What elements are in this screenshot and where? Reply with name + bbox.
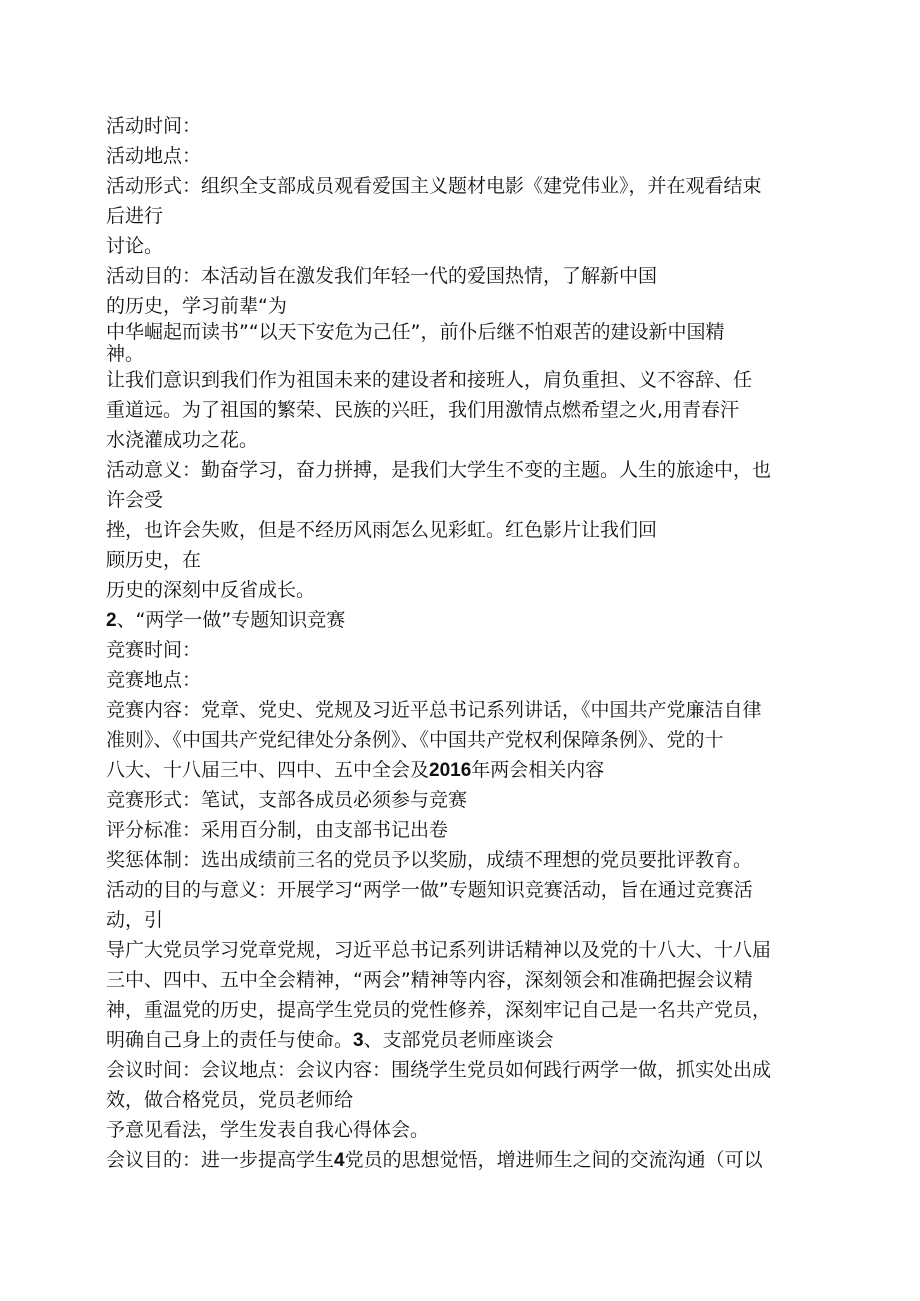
text-line: 活动的目的与意义：开展学习“两学一做”专题知识竞赛活动，旨在通过竞赛活 — [106, 879, 753, 901]
text-line: 的历史，学习前辈“为 — [106, 295, 287, 317]
text-line: 活动时间： — [106, 115, 202, 137]
text-line: 讨论。 — [106, 235, 164, 257]
text-line: 神，重温党的历史，提高学生党员的党性修养，深刻牢记自己是一名共产党员， — [106, 999, 772, 1021]
section-title: 、支部党员老师座谈会 — [363, 1029, 554, 1051]
inline-number: 4 — [334, 1150, 345, 1171]
text-line: 准则》、《中国共产党纪律处分条例》、《中国共产党权利保障条例》、党的十 — [106, 729, 724, 751]
text-line: 予意见看法，学生发表自我心得体会。 — [106, 1119, 430, 1141]
text-line: 效，做合格党员，党员老师给 — [106, 1089, 354, 1111]
text-line: 竞赛内容：党章、党史、党规及习近平总书记系列讲话，《中国共产党廉洁自律 — [106, 699, 762, 721]
text-line: 水浇灌成功之花。 — [106, 429, 259, 451]
text-line: 历史的深刻中反省成长。 — [106, 579, 316, 601]
text-segment: 年两会相关内容 — [471, 759, 605, 781]
section-number: 2 — [106, 610, 117, 631]
text-line-mixed — [106, 755, 822, 785]
text-line: 三中、四中、五中全会精神，“两会”精神等内容，深刻领会和准确把握会议精 — [106, 969, 753, 991]
text-segment: 会议目的：进一步提高学生 — [106, 1149, 335, 1171]
text-line: 后进行 — [106, 205, 164, 227]
text-line: 奖惩体制：选出成绩前三名的党员予以奖励，成绩不理想的党员要批评教育。 — [106, 849, 753, 871]
text-line: 竞赛形式：笔试，支部各成员必须参与竞赛 — [106, 789, 468, 811]
text-line: 中华崛起而读书”“以天下安危为己任”，前仆后继不怕艰苦的建设新中国精 — [106, 321, 725, 343]
text-line: 评分标准：采用百分制，由支部书记出卷 — [106, 819, 449, 841]
text-line: 许会受 — [106, 489, 164, 511]
text-line: 活动意义：勤奋学习，奋力拼搏，是我们大学生不变的主题。人生的旅途中，也 — [106, 459, 772, 481]
text-line: 竞赛时间： — [106, 639, 202, 661]
text-line: 活动形式：组织全支部成员观看爱国主义题材电影《建党伟业》，并在观看结束 — [106, 175, 762, 197]
section-title: 、“两学一做”专题知识竞赛 — [116, 609, 346, 631]
text-line: 顾历史，在 — [106, 549, 202, 571]
text-segment: 党员的思想觉悟，增进师生之间的交流沟通（可以 — [344, 1149, 763, 1171]
text-line: 会议时间：会议地点：会议内容：围绕学生党员如何践行两学一做，抓实处出成 — [106, 1059, 772, 1081]
text-segment: 八大、十八届三中、四中、五中全会及 — [106, 759, 430, 781]
section-number: 3 — [353, 1030, 364, 1051]
text-line: 竞赛地点： — [106, 669, 202, 691]
text-line: 让我们意识到我们作为祖国未来的建设者和接班人，肩负重担、义不容辞、任 — [106, 369, 753, 391]
text-line-mixed — [106, 1145, 822, 1175]
section-heading — [106, 605, 822, 635]
text-line: 挫，也许会失败，但是不经历风雨怎么见彩虹。红色影片让我们回 — [106, 519, 658, 541]
document-body — [106, 111, 822, 1175]
text-segment: 明确自己身上的责任与使命。 — [106, 1029, 354, 1051]
text-line: 神。 — [106, 343, 145, 365]
text-line: 导广大党员学习党章党规，习近平总书记系列讲话精神以及党的十八大、十八届 — [106, 939, 772, 961]
year-number: 2016 — [429, 760, 472, 781]
text-line: 动，引 — [106, 909, 164, 931]
text-line: 重道远。为了祖国的繁荣、民族的兴旺，我们用激情点燃希望之火,用青春汗 — [106, 399, 740, 421]
text-line-mixed — [106, 1025, 822, 1055]
text-line: 活动地点： — [106, 145, 202, 167]
text-line: 活动目的：本活动旨在激发我们年轻一代的爱国热情，了解新中国 — [106, 265, 658, 287]
